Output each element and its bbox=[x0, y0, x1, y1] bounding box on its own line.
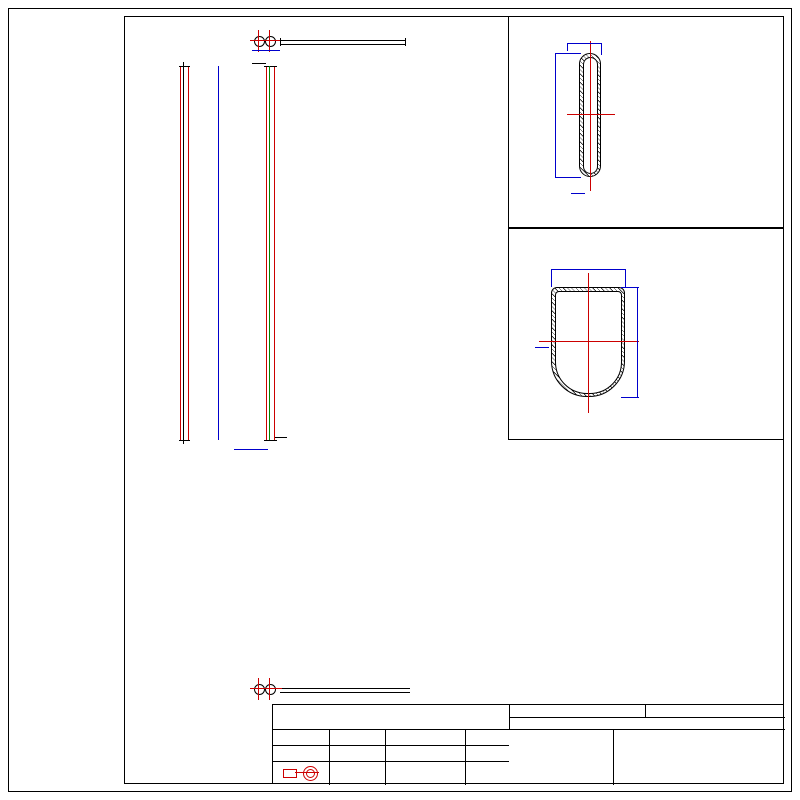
tolerances-label bbox=[386, 735, 464, 745]
detail-panel-bottom bbox=[508, 228, 784, 440]
tolerances-value bbox=[386, 746, 464, 758]
material-label bbox=[386, 765, 464, 779]
description-value-en bbox=[479, 762, 613, 774]
projection-symbol bbox=[283, 765, 323, 779]
description-line bbox=[467, 746, 613, 758]
issue-date-value bbox=[561, 717, 645, 729]
detail-panel-top bbox=[508, 16, 784, 228]
company-logo bbox=[667, 743, 777, 777]
title-block bbox=[272, 704, 784, 784]
designer-value bbox=[563, 705, 645, 717]
date-label bbox=[273, 730, 329, 744]
drawing-code bbox=[467, 730, 613, 742]
scale-label bbox=[273, 746, 329, 760]
